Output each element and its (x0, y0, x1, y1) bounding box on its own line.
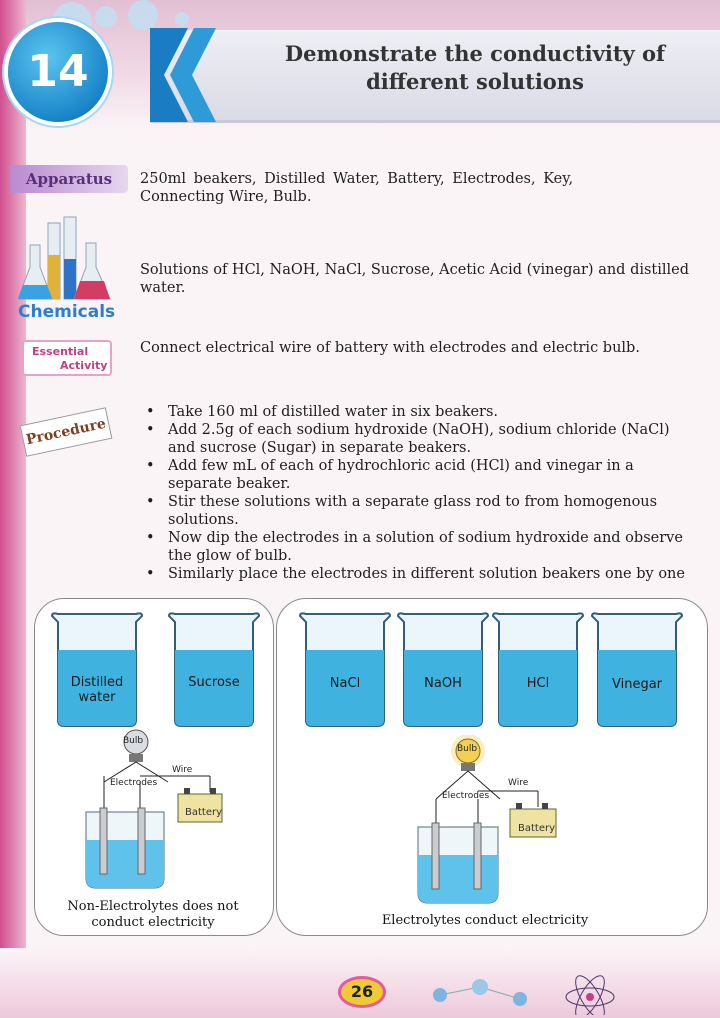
procedure-label: Procedure (20, 407, 113, 457)
essential-activity-text: Connect electrical wire of battery with electrodes and electric bulb. (140, 340, 640, 356)
beaker-naoh (396, 612, 490, 728)
beaker-distilled-water (50, 612, 144, 728)
chemicals-flask-icon (18, 215, 114, 303)
procedure-step: • Take 160 ml of distilled water in six beakers. (142, 403, 697, 421)
chemicals-text: Solutions of HCl, NaOH, NaCl, Sucrose, Acetic Acid (vinegar) and distilled water. (140, 262, 690, 296)
beaker-vinegar (590, 612, 684, 728)
beaker-label: Vinegar (611, 677, 663, 692)
procedure-step: • Add 2.5g of each sodium hydroxide (NaOH), sodium chloride (NaCl) and sucrose (Sugar) in separate beakers. (142, 421, 697, 457)
lesson-number-badge: 14 (8, 22, 108, 122)
page-number: 26 (338, 976, 386, 1008)
procedure-step: • Similarly place the electrodes in different solution beakers one by one (142, 565, 697, 583)
electrodes-label: Electrodes (110, 778, 158, 788)
beaker-label: HCl (526, 676, 550, 691)
wire-label: Wire (172, 765, 193, 775)
bubble-decoration (128, 0, 158, 30)
beaker-label: NaOH (424, 676, 462, 691)
bulb-label: Bulb (457, 744, 478, 754)
atom-decoration-icon (560, 975, 620, 1015)
title-line-1: Demonstrate the conductivity of (284, 41, 666, 66)
essential-label-line-1: Essential (32, 345, 89, 358)
apparatus-text-line-2: Connecting Wire, Bulb. (140, 189, 312, 205)
beaker-hcl (491, 612, 585, 728)
beaker-nacl (298, 612, 392, 728)
caption-left-line-1: Non-Electrolytes does not (67, 899, 239, 914)
beaker-label: NaCl (329, 676, 361, 691)
molecule-decoration-icon (420, 975, 560, 1015)
essential-activity-label (22, 340, 112, 376)
chevron-decoration-icon (150, 28, 220, 122)
beaker-label: Sucrose (188, 675, 240, 690)
beaker-sucrose (167, 612, 261, 728)
electrodes-label: Electrodes (442, 791, 490, 801)
battery-label: Battery (185, 807, 223, 818)
apparatus-text-line-1: 250ml beakers, Distilled Water, Battery, Electrodes, Key, (140, 171, 574, 187)
essential-label-line-2: Activity (60, 359, 108, 372)
apparatus-label: Apparatus (10, 165, 128, 193)
bubble-decoration (175, 12, 189, 26)
title-line-2: different solutions (366, 69, 584, 94)
caption-left-line-2: conduct electricity (91, 915, 215, 930)
procedure-step: • Stir these solutions with a separate glass rod to from homogenous solutions. (142, 493, 697, 529)
procedure-step: • Add few mL of each of hydrochloric acid (HCl) and vinegar in a separate beaker. (142, 457, 697, 493)
caption-non-electrolytes (40, 899, 266, 931)
caption-electrolytes: Electrolytes conduct electricity (381, 913, 589, 928)
beaker-label: Distilled water (70, 675, 124, 705)
page-title (230, 40, 720, 96)
chemicals-label: Chemicals (18, 302, 116, 322)
left-decorative-band (0, 0, 26, 1018)
apparatus-text (140, 170, 700, 206)
bulb-label: Bulb (123, 736, 144, 746)
procedure-list (142, 403, 697, 583)
procedure-step: • Now dip the electrodes in a solution of sodium hydroxide and observe the glow of bulb. (142, 529, 697, 565)
battery-label: Battery (518, 823, 556, 834)
wire-label: Wire (508, 778, 529, 788)
bubble-decoration (95, 6, 117, 28)
